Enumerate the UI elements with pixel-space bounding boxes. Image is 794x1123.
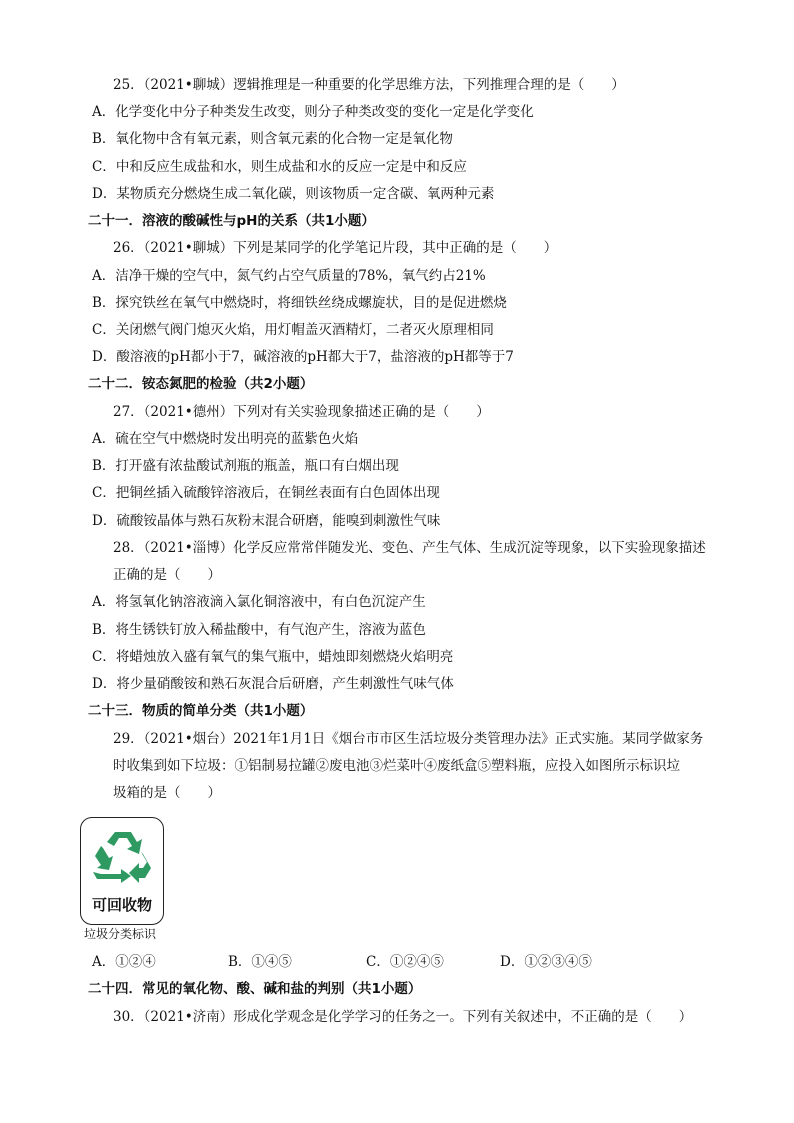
recycle-icon bbox=[81, 818, 165, 892]
q25-option-c: C．中和反应生成盐和水，则生成盐和水的反应一定是中和反应 bbox=[92, 159, 467, 175]
q29-option-d: D．①②③④⑤ bbox=[500, 954, 592, 970]
q29-stem-line2: 时收集到如下垃圾：①铝制易拉罐②废电池③烂菜叶④废纸盒⑤塑料瓶，应投入如图所示标识垃 bbox=[113, 758, 680, 774]
q28-option-d: D．将少量硝酸铵和熟石灰混合后研磨，产生刺激性气味气体 bbox=[92, 676, 454, 692]
q28-option-b: B．将生锈铁钉放入稀盐酸中，有气泡产生，溶液为蓝色 bbox=[92, 622, 426, 638]
q26-option-d: D．酸溶液的pH都小于7，碱溶液的pH都大于7，盐溶液的pH都等于7 bbox=[92, 349, 514, 365]
q27-stem: 27．（2021•德州）下列对有关实验现象描述正确的是（ ） bbox=[113, 404, 490, 420]
q27-option-d: D．硫酸铵晶体与熟石灰粉末混合研磨，能嗅到刺激性气味 bbox=[92, 513, 441, 529]
q25-option-a: A．化学变化中分子种类发生改变，则分子种类改变的变化一定是化学变化 bbox=[92, 104, 534, 120]
q29-stem-line1: 29．（2021•烟台）2021年1月1日《烟台市市区生活垃圾分类管理办法》正式实施。某同学做家务 bbox=[113, 731, 704, 747]
q28-stem-line1: 28．（2021•淄博）化学反应常常伴随发光、变色、产生气体、生成沉淀等现象，以下实验现象描述 bbox=[113, 540, 706, 556]
q29-option-b: B．①④⑤ bbox=[228, 954, 292, 970]
q26-option-c: C．关闭燃气阀门熄灭火焰，用灯帽盖灭酒精灯，二者灭火原理相同 bbox=[92, 322, 494, 338]
q28-option-a: A．将氢氧化钠溶液滴入氯化铜溶液中，有白色沉淀产生 bbox=[92, 594, 426, 610]
q26-option-b: B．探究铁丝在氧气中燃烧时，将细铁丝绕成螺旋状，目的是促进燃烧 bbox=[92, 295, 507, 311]
q25-stem: 25．（2021•聊城）逻辑推理是一种重要的化学思维方法，下列推理合理的是（ ） bbox=[113, 77, 625, 93]
sign-caption: 垃圾分类标识 bbox=[84, 927, 157, 941]
q27-option-c: C．把铜丝插入硫酸锌溶液后，在铜丝表面有白色固体出现 bbox=[92, 485, 440, 501]
recyclable-sign bbox=[80, 817, 164, 925]
q28-option-c: C．将蜡烛放入盛有氧气的集气瓶中，蜡烛即刻燃烧火焰明亮 bbox=[92, 649, 454, 665]
section-heading-21: 二十一．溶液的酸碱性与pH的关系（共1小题） bbox=[88, 213, 375, 229]
q30-stem: 30．（2021•济南）形成化学观念是化学学习的任务之一。下列有关叙述中，不正确的是（ ） bbox=[113, 1009, 693, 1025]
q27-option-b: B．打开盛有浓盐酸试剂瓶的瓶盖，瓶口有白烟出现 bbox=[92, 458, 399, 474]
recyclable-label: 可回收物 bbox=[91, 896, 152, 914]
section-heading-22: 二十二．铵态氮肥的检验（共2小题） bbox=[88, 376, 314, 392]
q29-option-c: C．①②④⑤ bbox=[366, 954, 444, 970]
section-heading-23: 二十三．物质的简单分类（共1小题） bbox=[88, 703, 314, 719]
q26-option-a: A．洁净干燥的空气中，氮气约占空气质量的78%，氧气约占21% bbox=[92, 268, 486, 284]
q28-stem-line2: 正确的是（ ） bbox=[113, 567, 221, 583]
q27-option-a: A．硫在空气中燃烧时发出明亮的蓝紫色火焰 bbox=[92, 431, 359, 447]
q29-option-a: A．①②④ bbox=[92, 954, 156, 970]
q25-option-d: D．某物质充分燃烧生成二氧化碳，则该物质一定含碳、氧两种元素 bbox=[92, 186, 495, 202]
section-heading-24: 二十四．常见的氧化物、酸、碱和盐的判别（共1小题） bbox=[88, 981, 422, 997]
q25-option-b: B．氧化物中含有氧元素，则含氧元素的化合物一定是氧化物 bbox=[92, 131, 453, 147]
q26-stem: 26．（2021•聊城）下列是某同学的化学笔记片段，其中正确的是（ ） bbox=[113, 240, 558, 256]
q29-stem-line3: 圾箱的是（ ） bbox=[113, 785, 221, 801]
